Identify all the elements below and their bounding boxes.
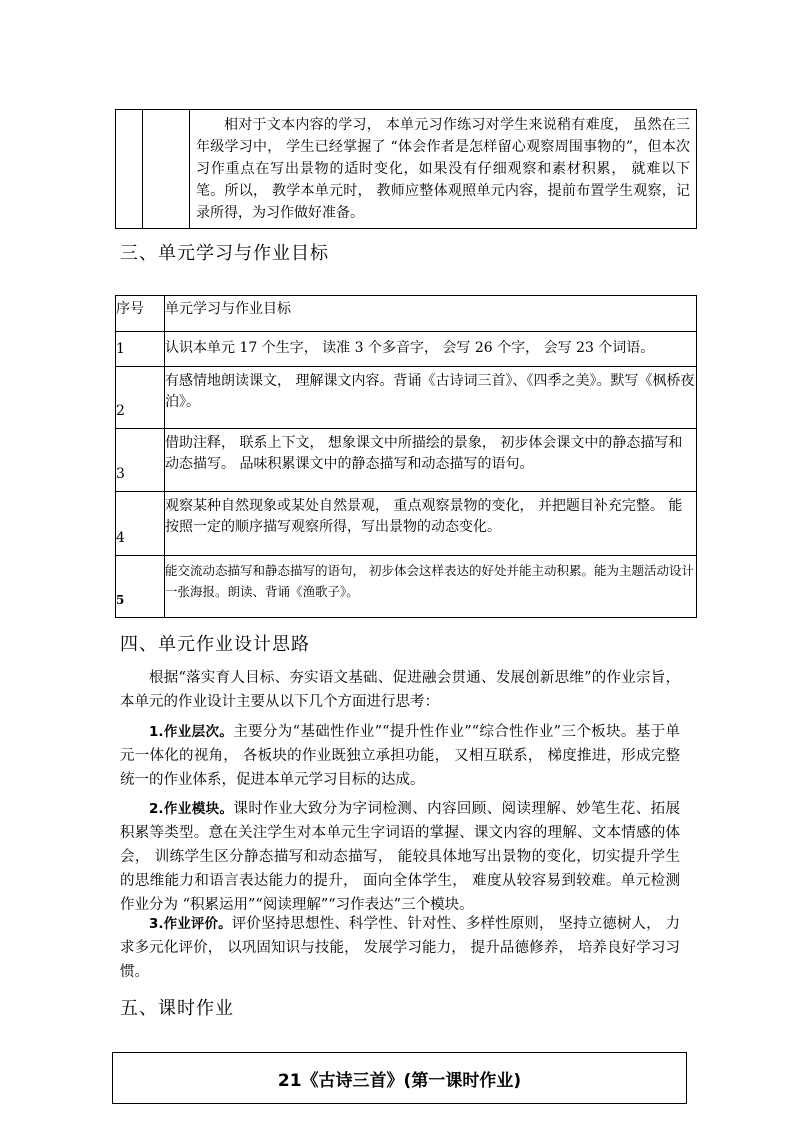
section-3-heading: 三、单元学习与作业目标 — [120, 243, 329, 264]
table-cell-text — [190, 110, 697, 229]
table-cell-empty-1 — [116, 110, 143, 229]
row-goal: 借助注释， 联系上下文， 想象课文中所描绘的景象， 初步体会课文中的静态描写和动态描写。 品味积累课文中的静态描写和动态描写的语句。 — [165, 429, 697, 492]
item-label: 3.作业评价。 — [149, 916, 232, 932]
analysis-paragraph: 相对于文本内容的学习， 本单元习作练习对学生来说稍有难度， 虽然在三年级学习中， 学生已经掌握了 “体会作者是怎样留心观察周围事物的”，但本次习作重点在写出景物的适时变化，如果没有仔细观察和素材积累， 就难以下笔。所以， 教学本单元时， 教师应整体观照单元内容，提前布置学生观察，记录所得，为习作做好准备。 — [196, 117, 690, 221]
lesson-title-box — [112, 1052, 687, 1104]
row-goal: 观察某种自然现象或某处自然景观， 重点观察景物的变化， 并把题目补充完整。 能按照一定的顺序描写观察所得，写出景物的动态变化。 — [165, 492, 697, 556]
table-row — [116, 367, 697, 429]
row-number: 5 — [116, 556, 165, 618]
lesson-title: 21《古诗三首》(第一课时作业) — [277, 1070, 522, 1091]
row-goal: 认识本单元 17 个生字， 读准 3 个多音字， 会写 26 个字， 会写 23 个词语。 — [165, 332, 697, 367]
item-text: 评价坚持思想性、科学性、针对性、多样性原则， 坚持立德树人， 力求多元化评价， 以巩固知识与技能， 发展学习能力， 提升品德修养， 培养良好学习习惯。 — [120, 916, 680, 980]
design-item-2 — [120, 797, 680, 917]
design-item-3 — [120, 912, 680, 984]
row-number: 3 — [116, 429, 165, 492]
item-label: 1.作业层次。 — [149, 724, 234, 740]
item-text: 课时作业大致分为字词检测、内容回顾、阅读理解、妙笔生花、拓展积累等类型。意在关注学生对本单元生字词语的掌握、课文内容的理解、文本情感的体会， 训练学生区分静态描写和动态描写， 能较具体地写出景物的变化，切实提升学生的思维能力和语言表达能力的提升， 面向全体学生， 难度从较容易到较难。单元检测作业分为 “积累运用”“阅读理解”“习作表达”三个模块。 — [120, 801, 680, 913]
row-number: 2 — [116, 367, 165, 429]
header-number: 序号 — [116, 296, 165, 332]
table-row — [116, 492, 697, 556]
table-row — [116, 556, 697, 618]
row-goal: 能交流动态描写和静态描写的语句， 初步体会这样表达的好处并能主动积累。能为主题活动设计一张海报。朗读、背诵《渔歌子》。 — [165, 556, 697, 618]
section-4-heading: 四、单元作业设计思路 — [120, 634, 310, 655]
row-number: 4 — [116, 492, 165, 556]
table-header-row — [116, 296, 697, 332]
continued-table — [115, 109, 697, 229]
row-number: 1 — [116, 332, 165, 367]
table-row — [116, 429, 697, 492]
design-item-1 — [120, 720, 680, 792]
table-row — [116, 332, 697, 367]
header-goal: 单元学习与作业目标 — [165, 296, 697, 332]
row-goal: 有感情地朗读课文， 理解课文内容。背诵《古诗词三首》、《四季之美》。默写《枫桥夜泊》。 — [165, 367, 697, 429]
item-label: 2.作业模块。 — [149, 801, 234, 817]
section-4-intro: 根据“落实育人目标、夯实语文基础、促进融会贯通、发展创新思维”的作业宗旨，本单元的作业设计主要从以下几个方面进行思考： — [120, 670, 680, 710]
objectives-table — [115, 295, 697, 618]
table-cell-empty-2 — [143, 110, 190, 229]
section-5-heading: 五、课时作业 — [120, 998, 234, 1019]
item-text: 主要分为“基础性作业”“提升性作业”“综合性作业”三个板块。基于单元一体化的视角， 各板块的作业既独立承担功能， 又相互联系， 梯度推进，形成完整统一的作业体系，促进本单元学习目标的达成。 — [120, 724, 680, 788]
